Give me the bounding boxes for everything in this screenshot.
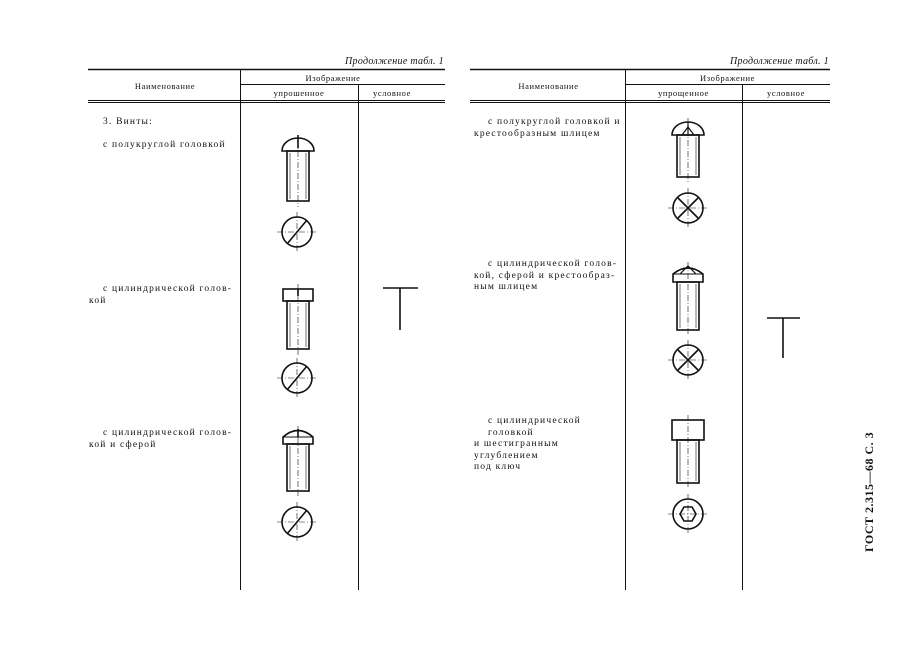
round-head-screw-top-icon bbox=[277, 212, 317, 252]
round-head-cross-screw-top-icon bbox=[668, 188, 708, 228]
side-gost-label: ГОСТ 2.315—68 С. 3 bbox=[862, 431, 876, 552]
hex-socket-screw-top-icon bbox=[668, 494, 708, 534]
cylinder-head-screw-side-icon bbox=[283, 284, 313, 355]
left-header-image: Изображение bbox=[305, 73, 361, 83]
cylinder-sphere-screw-side-icon bbox=[283, 426, 313, 496]
right-row-1-text: с полукруглой головкой и крестообразным шлицем bbox=[474, 117, 621, 139]
left-table-rules bbox=[88, 69, 445, 590]
hex-socket-screw-side-icon bbox=[672, 415, 704, 488]
right-continuation-label: Продолжение табл. 1 bbox=[730, 56, 829, 67]
right-table-rules bbox=[470, 69, 830, 590]
round-head-screw-side-icon bbox=[282, 135, 314, 207]
left-header-simplified: упрошенное bbox=[273, 88, 325, 98]
right-header-image: Изображение bbox=[699, 73, 756, 83]
left-row-3-text: с цилиндрической голов- кой и сферой bbox=[89, 428, 233, 450]
right-header-name: Наименование bbox=[518, 81, 579, 91]
right-row-2-text: с цилиндрической голов- кой, сферой и крестообраз- ным шлицем bbox=[474, 259, 618, 292]
left-continuation-label: Продолжение табл. 1 bbox=[345, 56, 444, 67]
cylinder-sphere-screw-top-icon bbox=[277, 502, 317, 542]
cylinder-sphere-cross-screw-top-icon bbox=[668, 340, 708, 380]
right-header-simplified: упрощенное bbox=[658, 88, 709, 98]
cylinder-head-screw-top-icon bbox=[277, 358, 317, 398]
round-head-cross-screw-side-icon bbox=[672, 118, 704, 182]
left-conventional-t-icon bbox=[383, 288, 418, 330]
cylinder-sphere-cross-screw-side-icon bbox=[673, 262, 703, 336]
left-header-name: Наименование bbox=[134, 81, 196, 91]
right-conventional-t-icon bbox=[767, 318, 800, 358]
left-row-1-text: с полукруглой головкой bbox=[103, 140, 226, 150]
left-row-section-title: 3. Винты: bbox=[103, 117, 153, 127]
right-header-conventional: условное bbox=[766, 88, 805, 98]
left-header-conventional: условное bbox=[372, 88, 411, 98]
left-row-2-text: с цилиндрической голов- кой bbox=[89, 284, 233, 306]
right-row-3-text: с цилиндрической головкой и шестигранным углублением под ключ bbox=[474, 416, 581, 472]
